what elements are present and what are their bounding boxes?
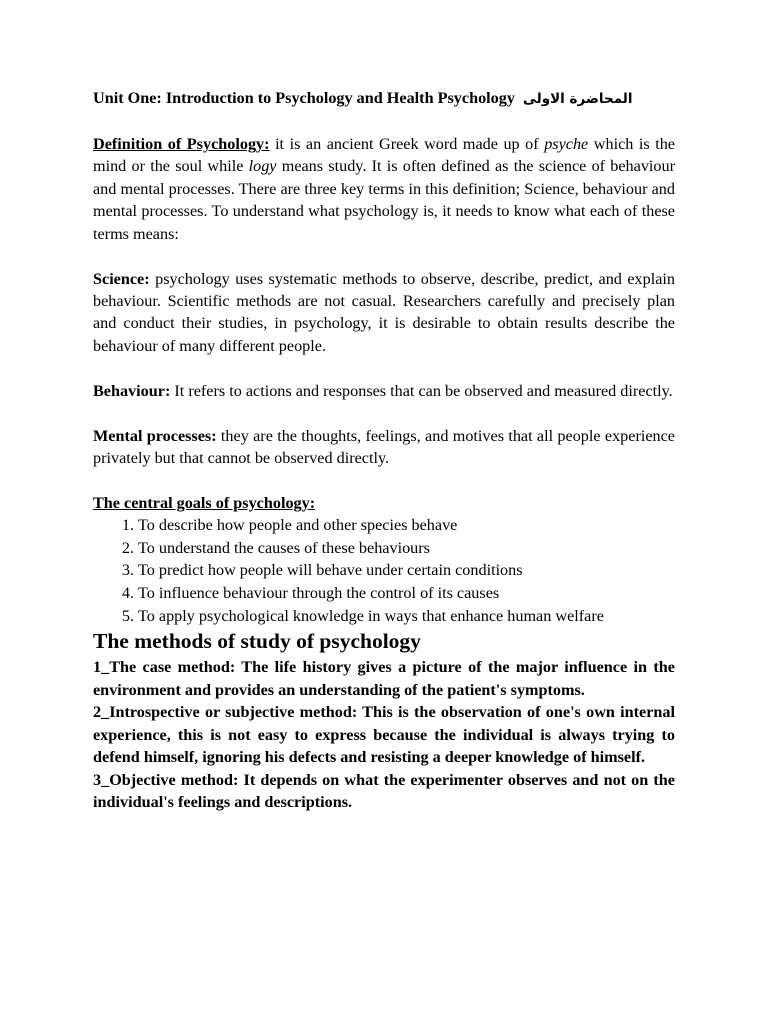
mental-processes-text: they are the thoughts, feelings, and motives that all people experience privately but that cannot be observed directly. bbox=[93, 426, 675, 467]
list-item: 3. To predict how people will behave under certain conditions bbox=[138, 559, 675, 582]
unit-title bbox=[93, 86, 675, 111]
methods-heading: The methods of study of psychology bbox=[93, 629, 421, 654]
science-term: Science: bbox=[93, 269, 150, 288]
definition-text-3: means study. It is often defined as the science of behaviour and mental processes. There are three key terms in this definition; Science, behaviour and mental processes. To understand what psychology is, it needs to know what each of these terms means: bbox=[93, 157, 676, 243]
list-item: 1. To describe how people and other species behave bbox=[138, 514, 675, 537]
science-paragraph bbox=[93, 268, 675, 358]
method-objective: 3_Objective method: It depends on what the experimenter observes and not on the individual's feelings and descriptions. bbox=[93, 770, 675, 812]
unit-title-arabic: المحاضرة الاولى bbox=[523, 91, 633, 107]
definition-term: Definition of Psychology: bbox=[93, 135, 270, 153]
behaviour-term: Behaviour: bbox=[93, 381, 171, 400]
document-page bbox=[93, 86, 675, 814]
unit-title-text: Unit One: Introduction to Psychology and Health Psychology bbox=[93, 89, 515, 107]
list-item: 2. To understand the causes of these behaviours bbox=[138, 537, 675, 560]
mental-processes-term: Mental processes: bbox=[93, 426, 217, 445]
word-logy: logy bbox=[248, 157, 277, 176]
method-case: 1_The case method: The life history gives a picture of the major influence in the environment and provides an understanding of the patient's symptoms. bbox=[93, 658, 675, 699]
definition-text-2: which is the mind or the soul while bbox=[93, 135, 675, 176]
definition-text-1: it is an ancient Greek word made up of bbox=[269, 135, 545, 153]
science-text: psychology uses systematic methods to observe, describe, predict, and explain behaviour. Scientific methods are not casual. Researchers carefully and precisely plan and conduct their studies, in psychology, it is desirable to obtain results describe the behaviour of many different people. bbox=[93, 269, 675, 355]
definition-paragraph bbox=[93, 133, 675, 245]
behaviour-paragraph bbox=[93, 380, 675, 402]
list-item: 5. To apply psychological knowledge in ways that enhance human welfare bbox=[138, 605, 675, 628]
method-introspective: 2_Introspective or subjective method: This is the observation of one's own internal experience, this is not easy to express because the individual is always trying to defend himself, ignoring his defects and resisting a deeper knowledge of himself. bbox=[93, 703, 675, 767]
list-item: 4. To influence behaviour through the control of its causes bbox=[138, 582, 675, 605]
mental-processes-paragraph bbox=[93, 425, 675, 470]
behaviour-text: It refers to actions and responses that can be observed and measured directly. bbox=[170, 381, 673, 400]
word-psyche: psyche bbox=[544, 135, 589, 153]
goals-heading: The central goals of psychology: bbox=[93, 493, 316, 512]
goals-list bbox=[93, 514, 675, 627]
